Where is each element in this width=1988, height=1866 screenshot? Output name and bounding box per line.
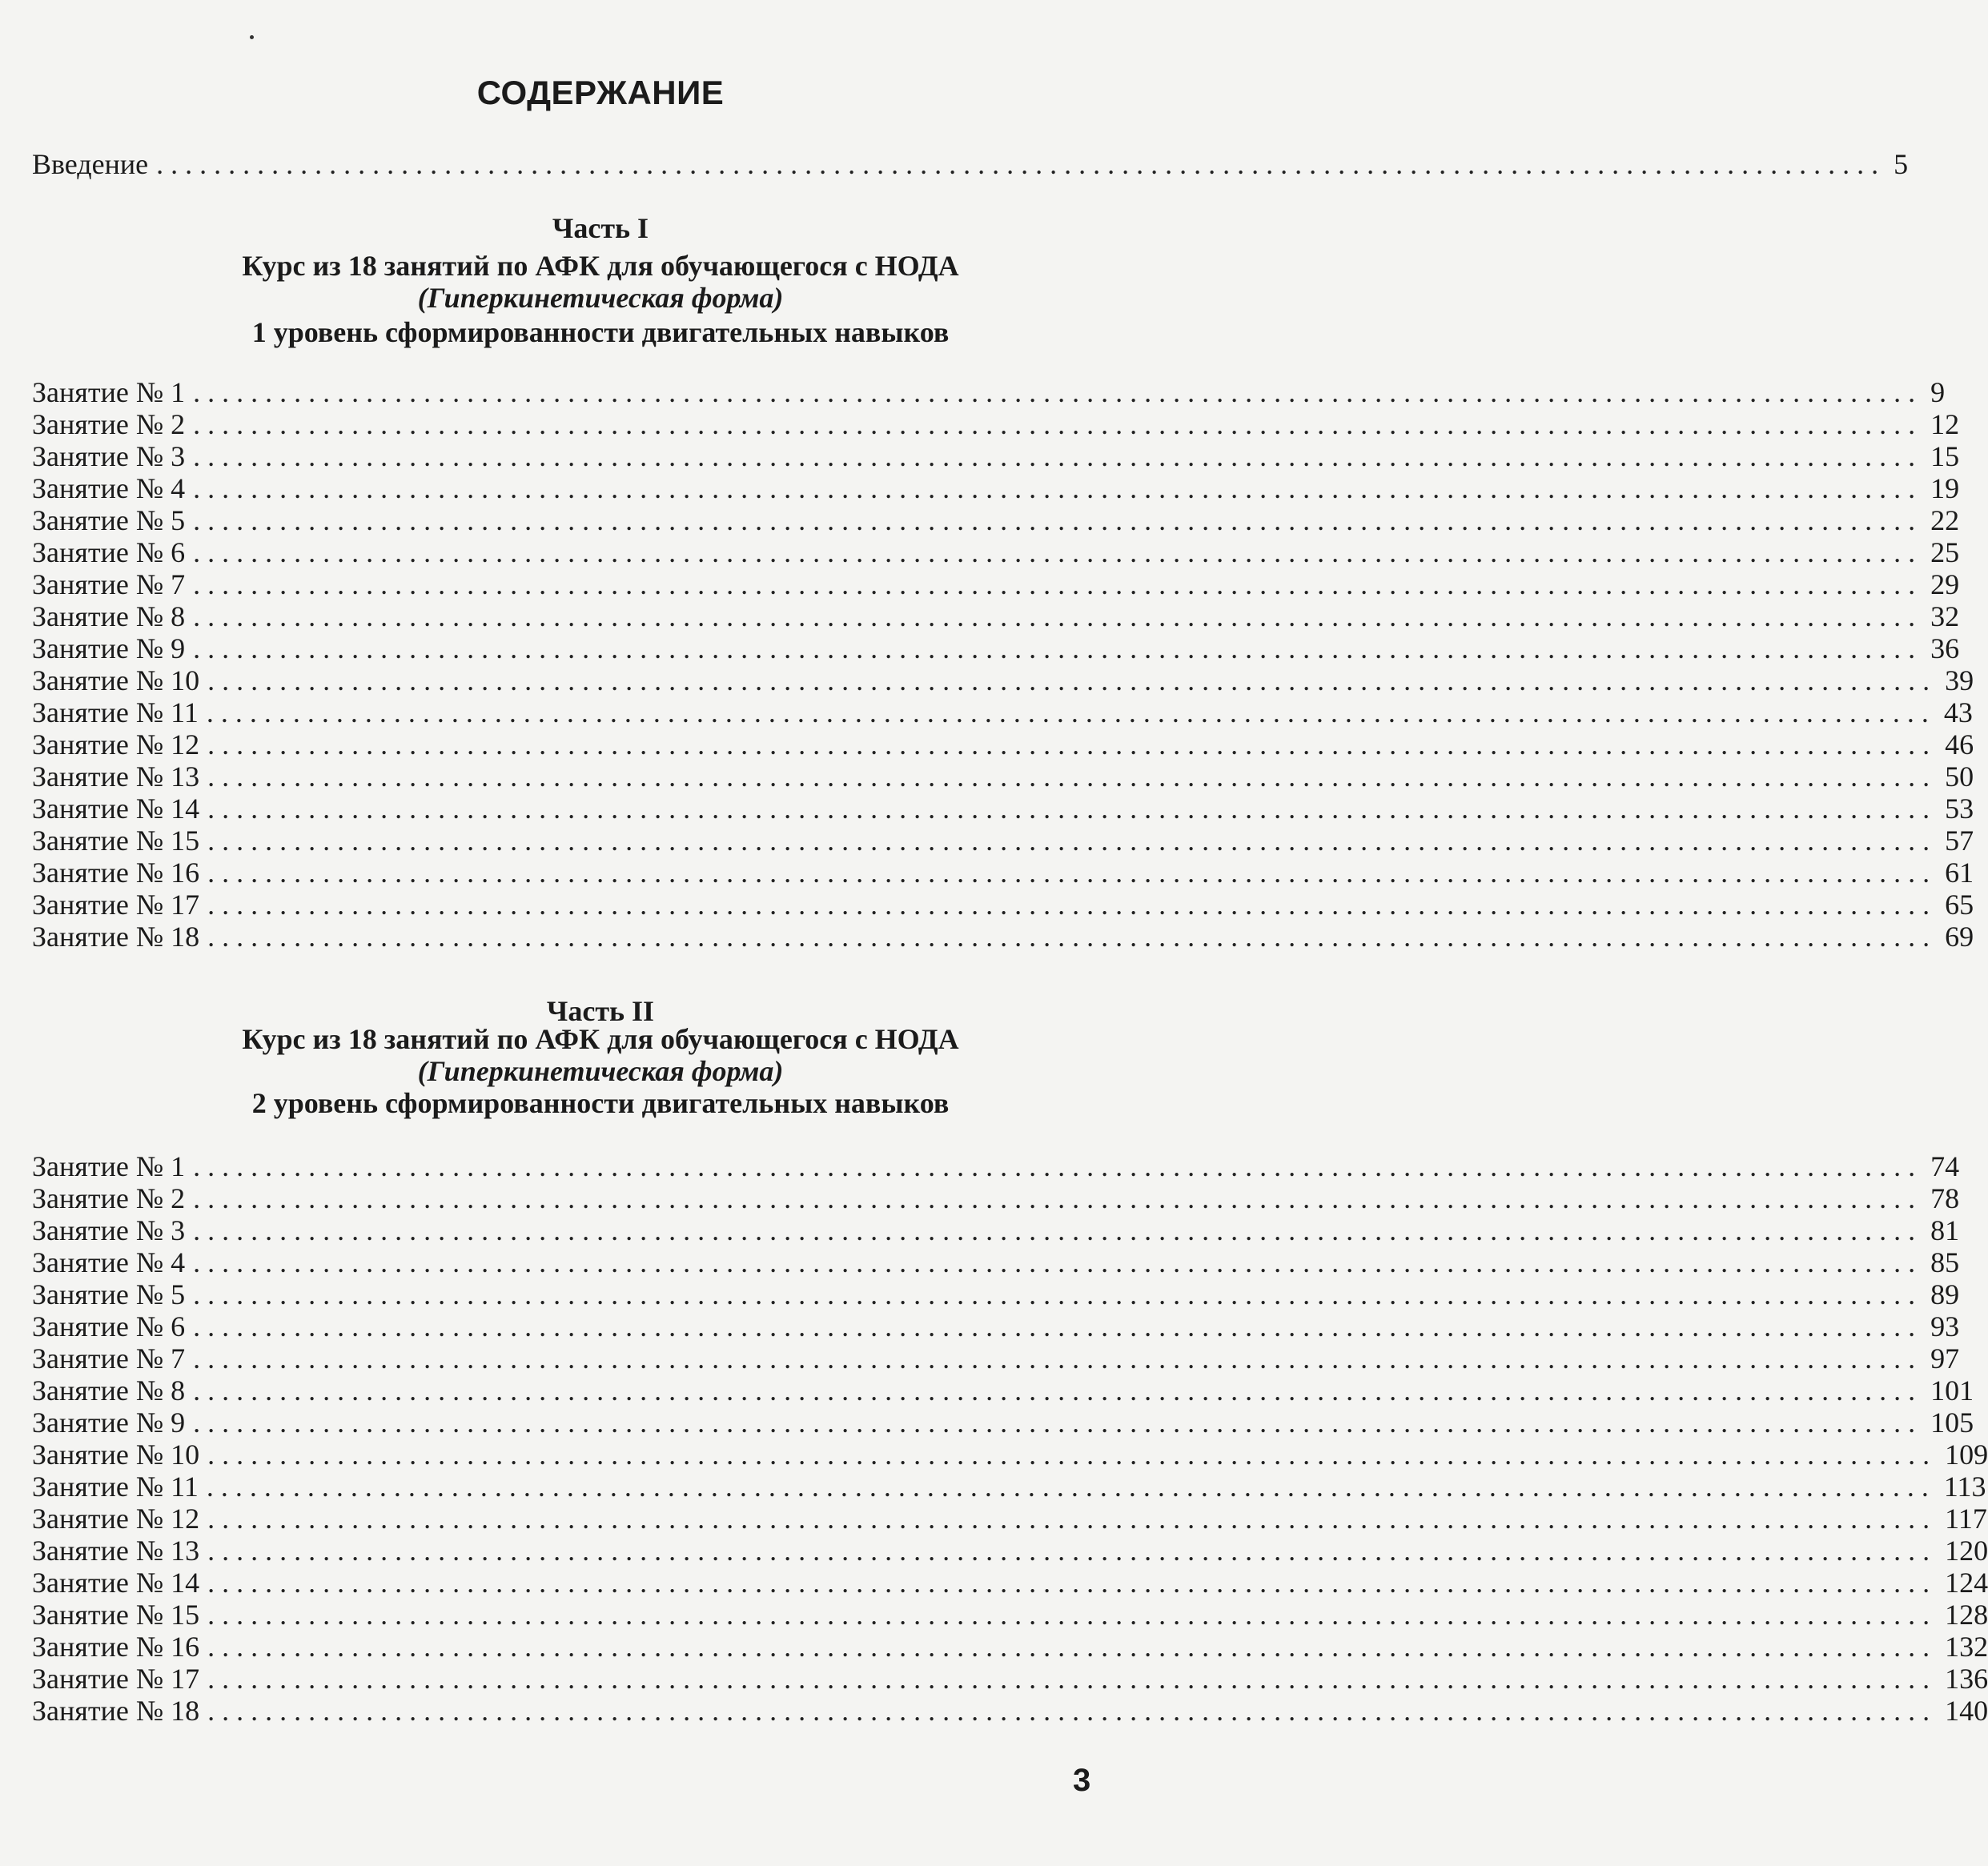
toc-entry-label: Занятие № 10 [32, 1439, 200, 1471]
toc-leader-dots: ........................................................................................................................ [193, 1246, 1923, 1278]
toc-entry-label: Занятие № 9 [32, 1407, 186, 1439]
toc-entry-label: Занятие № 4 [32, 472, 186, 504]
toc-leader-dots: ........................................................................................................................ [207, 1567, 1938, 1599]
toc-leader-dots: ........................................................................................................................ [193, 1310, 1923, 1342]
toc-entry [32, 1214, 1960, 1246]
toc-entry [32, 1182, 1960, 1214]
toc-entry-page: 109 [1945, 1439, 1988, 1471]
toc-entry-label: Занятие № 2 [32, 1182, 186, 1214]
part2-level: 2 уровень сформированности двигательных навыков [251, 1087, 950, 1119]
toc-leader-dots: ........................................................................................................................ [207, 889, 1938, 921]
toc-leader-dots: ........................................................................................................................ [193, 504, 1923, 536]
toc-leader-dots: ........................................................................................................................ [193, 1374, 1923, 1407]
toc-entry [32, 376, 1946, 408]
toc-entry-page: 93 [1930, 1310, 1960, 1342]
part1-form: (Гиперкинетическая форма) [417, 282, 784, 314]
toc-entry [32, 632, 1960, 664]
toc-entry [32, 793, 1974, 825]
toc-entry-label: Введение [32, 148, 149, 180]
toc-entry-page: 29 [1930, 568, 1960, 600]
toc-leader-dots: ........................................................................................................................ [156, 148, 1886, 180]
toc-entry-label: Занятие № 10 [32, 664, 200, 696]
toc-leader-dots: ........................................................................................................................ [206, 1471, 1936, 1503]
toc-entry-page: 81 [1930, 1214, 1960, 1246]
toc-leader-dots: ........................................................................................................................ [193, 408, 1923, 440]
toc-leader-dots: ........................................................................................................................ [207, 664, 1938, 696]
toc-entry-page: 57 [1945, 825, 1974, 857]
toc-leader-dots: ........................................................................................................................ [193, 1150, 1923, 1182]
toc-entry-label: Занятие № 15 [32, 825, 200, 857]
toc-entry-page: 136 [1945, 1663, 1988, 1695]
toc-entry [32, 1374, 1974, 1407]
toc-entry-page: 89 [1930, 1278, 1960, 1310]
toc-entry [32, 1695, 1988, 1727]
toc-entry-page: 97 [1930, 1342, 1960, 1374]
toc-entry-label: Занятие № 18 [32, 921, 200, 953]
toc-entry [32, 1278, 1960, 1310]
toc-entry-label: Занятие № 8 [32, 1374, 186, 1407]
toc-entry-label: Занятие № 17 [32, 1663, 200, 1695]
toc-leader-dots: ........................................................................................................................ [207, 1599, 1938, 1631]
toc-entry [32, 1535, 1988, 1567]
toc-entry-page: 61 [1945, 857, 1974, 889]
toc-entry-page: 36 [1930, 632, 1960, 664]
toc-leader-dots: ........................................................................................................................ [207, 1663, 1938, 1695]
toc-entry-label: Занятие № 4 [32, 1246, 186, 1278]
toc-entry-page: 65 [1945, 889, 1974, 921]
toc-entry-page: 43 [1943, 696, 1973, 728]
toc-entry-label: Занятие № 18 [32, 1695, 200, 1727]
toc-entry-label: Занятие № 17 [32, 889, 200, 921]
toc-entry-label: Занятие № 13 [32, 1535, 200, 1567]
toc-entry-page: 22 [1930, 504, 1960, 536]
toc-entry [32, 536, 1960, 568]
toc-entry [32, 1567, 1988, 1599]
part1-course: Курс из 18 занятий по АФК для обучающегося с НОДА [242, 250, 959, 282]
toc-entry-page: 74 [1930, 1150, 1960, 1182]
toc-leader-dots: ........................................................................................................................ [193, 376, 1923, 408]
toc-entry [32, 1150, 1960, 1182]
toc-entry [32, 408, 1960, 440]
toc-leader-dots: ........................................................................................................................ [193, 536, 1923, 568]
toc-entry [32, 1631, 1988, 1663]
toc-entry-label: Занятие № 8 [32, 600, 186, 632]
page-number: 3 [1073, 1763, 1091, 1798]
toc-entry-page: 5 [1894, 148, 1909, 180]
toc-leader-dots: ........................................................................................................................ [207, 1631, 1938, 1663]
toc-entry [32, 1663, 1988, 1695]
toc-leader-dots: ........................................................................................................................ [207, 1535, 1938, 1567]
toc-leader-dots: ........................................................................................................................ [207, 1695, 1938, 1727]
toc-entry-label: Занятие № 5 [32, 504, 186, 536]
toc-entry-label: Занятие № 12 [32, 1503, 200, 1535]
toc-entry-label: Занятие № 15 [32, 1599, 200, 1631]
toc-entry [32, 889, 1974, 921]
toc-entry [32, 664, 1974, 696]
toc-leader-dots: ........................................................................................................................ [193, 1407, 1923, 1439]
part2-course: Курс из 18 занятий по АФК для обучающегося с НОДА [242, 1023, 959, 1055]
toc-entry-page: 140 [1945, 1695, 1988, 1727]
toc-entry [32, 1599, 1988, 1631]
toc-entry-label: Занятие № 6 [32, 536, 186, 568]
part2-title: Часть II [546, 995, 655, 1027]
toc-leader-dots: ........................................................................................................................ [207, 793, 1938, 825]
toc-entry-label: Занятие № 12 [32, 728, 200, 760]
toc-entry-label: Занятие № 3 [32, 440, 186, 472]
toc-entry-label: Занятие № 13 [32, 760, 200, 793]
toc-entry [32, 921, 1974, 953]
toc-entry [32, 568, 1960, 600]
toc-entry-page: 124 [1945, 1567, 1988, 1599]
toc-leader-dots: ........................................................................................................................ [193, 472, 1923, 504]
toc-entry-label: Занятие № 14 [32, 793, 200, 825]
toc-entry-label: Занятие № 7 [32, 1342, 186, 1374]
part1-title: Часть I [552, 212, 649, 244]
toc-entry [32, 1342, 1960, 1374]
toc-leader-dots: ........................................................................................................................ [207, 921, 1938, 953]
toc-entry-page: 78 [1930, 1182, 1960, 1214]
toc-leader-dots: ........................................................................................................................ [207, 1439, 1938, 1471]
toc-entry [32, 1503, 1987, 1535]
toc-entry-page: 105 [1930, 1407, 1974, 1439]
toc-leader-dots: ........................................................................................................................ [193, 1182, 1923, 1214]
toc-leader-dots: ........................................................................................................................ [207, 728, 1938, 760]
toc-entry-page: 15 [1930, 440, 1960, 472]
toc-entry-label: Занятие № 16 [32, 1631, 200, 1663]
toc-entry [32, 440, 1960, 472]
toc-entry [32, 696, 1973, 728]
toc-entry-label: Занятие № 11 [32, 696, 199, 728]
toc-entry-label: Занятие № 14 [32, 1567, 200, 1599]
toc-entry [32, 857, 1974, 889]
toc-entry [32, 1471, 1986, 1503]
part1-level: 1 уровень сформированности двигательных навыков [251, 316, 950, 348]
page-title: СОДЕРЖАНИЕ [476, 74, 725, 111]
toc-entry-label: Занятие № 1 [32, 376, 186, 408]
toc-entry-label: Занятие № 11 [32, 1471, 199, 1503]
toc-entry-page: 53 [1945, 793, 1974, 825]
toc-entry-page: 39 [1945, 664, 1974, 696]
toc-entry-page: 120 [1945, 1535, 1988, 1567]
toc-entry-page: 32 [1930, 600, 1960, 632]
toc-leader-dots: ........................................................................................................................ [193, 1278, 1923, 1310]
toc-entry-page: 12 [1930, 408, 1960, 440]
toc-entry [32, 1310, 1960, 1342]
toc-entry-label: Занятие № 2 [32, 408, 186, 440]
toc-leader-dots: ........................................................................................................................ [207, 857, 1938, 889]
toc-entry [32, 1439, 1988, 1471]
toc-entry-page: 46 [1945, 728, 1974, 760]
toc-entry [32, 1407, 1974, 1439]
toc-entry-label: Занятие № 1 [32, 1150, 186, 1182]
ink-speck [250, 35, 254, 39]
toc-entry-page: 117 [1945, 1503, 1987, 1535]
toc-leader-dots: ........................................................................................................................ [206, 696, 1936, 728]
toc-entry [32, 1246, 1960, 1278]
toc-leader-dots: ........................................................................................................................ [193, 440, 1923, 472]
toc-entry-page: 101 [1930, 1374, 1974, 1407]
toc-entry-label: Занятие № 9 [32, 632, 186, 664]
toc-entry-page: 69 [1945, 921, 1974, 953]
toc-leader-dots: ........................................................................................................................ [193, 600, 1923, 632]
toc-entry [32, 504, 1960, 536]
toc-entry [32, 825, 1974, 857]
toc-leader-dots: ........................................................................................................................ [207, 825, 1938, 857]
toc-entry [32, 760, 1974, 793]
toc-entry-page: 128 [1945, 1599, 1988, 1631]
toc-leader-dots: ........................................................................................................................ [193, 632, 1923, 664]
toc-entry [32, 600, 1960, 632]
toc-leader-dots: ........................................................................................................................ [193, 568, 1923, 600]
toc-entry-label: Занятие № 5 [32, 1278, 186, 1310]
toc-entry-label: Занятие № 3 [32, 1214, 186, 1246]
toc-leader-dots: ........................................................................................................................ [193, 1342, 1923, 1374]
toc-leader-dots: ........................................................................................................................ [207, 1503, 1938, 1535]
toc-entry-page: 9 [1930, 376, 1946, 408]
toc-entry-label: Занятие № 6 [32, 1310, 186, 1342]
toc-entry-page: 25 [1930, 536, 1960, 568]
toc-leader-dots: ........................................................................................................................ [207, 760, 1938, 793]
toc-entry-page: 132 [1945, 1631, 1988, 1663]
toc-entry-label: Занятие № 7 [32, 568, 186, 600]
toc-entry-page: 85 [1930, 1246, 1960, 1278]
toc-entry-intro [32, 148, 1909, 180]
toc-leader-dots: ........................................................................................................................ [193, 1214, 1923, 1246]
part2-form: (Гиперкинетическая форма) [417, 1055, 784, 1087]
toc-entry-page: 50 [1945, 760, 1974, 793]
toc-entry-page: 113 [1943, 1471, 1986, 1503]
toc-entry-label: Занятие № 16 [32, 857, 200, 889]
toc-entry [32, 472, 1960, 504]
toc-entry [32, 728, 1974, 760]
toc-entry-page: 19 [1930, 472, 1960, 504]
